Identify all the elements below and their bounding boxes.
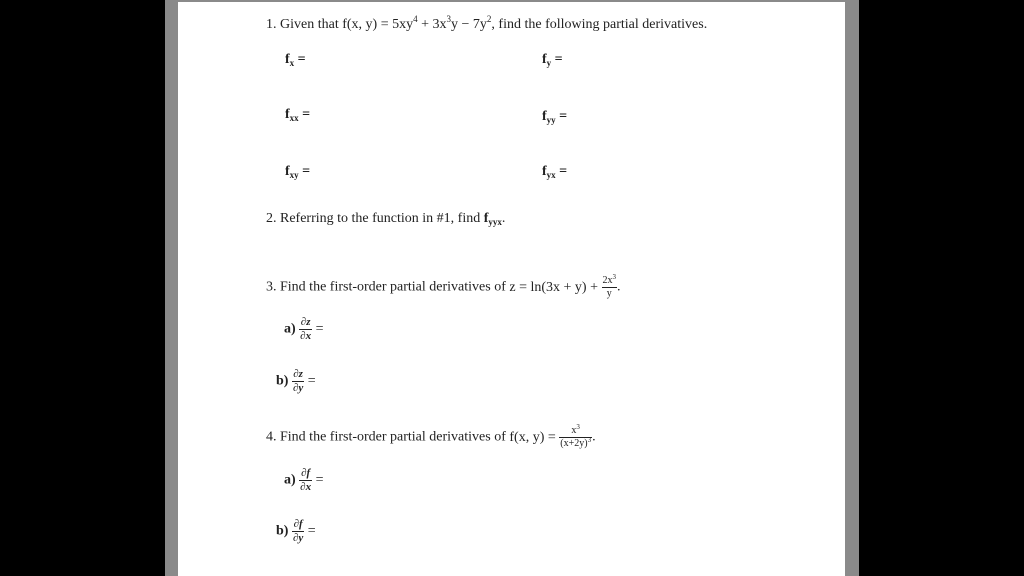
- question-3-expression: z = ln(3x + y) + $\frac{2x^3}{y}$: [509, 273, 616, 299]
- label-fyx: $f_{yx}$ =: [542, 164, 568, 180]
- question-4-part-a: a) $\frac{\partial f}{\partial x}$ =: [284, 467, 324, 493]
- partial-f-y-fraction: $\frac{\partial f}{\partial y}$: [292, 518, 304, 544]
- question-3-number: 3.: [266, 279, 277, 295]
- question-3-part-b: b) $\frac{\partial z}{\partial y}$ =: [276, 368, 316, 394]
- partial-z-y-fraction: $\frac{\partial z}{\partial y}$: [292, 368, 304, 394]
- question-4-part-b: b) $\frac{\partial f}{\partial y}$ =: [276, 518, 316, 544]
- label-fxy: $f_{xy}$ =: [285, 164, 311, 180]
- label-fxx: $f_{xx}$ =: [285, 107, 311, 123]
- question-4-text: Find the first-order partial derivatives of: [280, 429, 510, 445]
- question-4-number: 4.: [266, 429, 277, 445]
- question-2-statement: 2. Referring to the function in #1, find $f_{yyx}$.: [266, 211, 506, 227]
- label-fyy: $f_{yy}$ =: [542, 109, 568, 125]
- partial-f-x-fraction: $\frac{\partial f}{\partial x}$: [300, 467, 312, 493]
- question-1-tail: , find the following partial derivatives.: [491, 17, 708, 32]
- question-2-text: Referring to the function in #1, find: [280, 211, 484, 226]
- label-fy: $f_y$ =: [542, 52, 563, 68]
- question-4-expression: f(x, y) = $\frac{x^3}{(x+2y)^3}$: [509, 423, 592, 449]
- question-1-text: Given that: [280, 17, 339, 32]
- question-1-number: 1.: [266, 17, 277, 32]
- question-4-fraction: $\frac{x^3}{(x+2y)^3}$: [560, 423, 592, 449]
- question-2-number: 2.: [266, 211, 277, 226]
- question-2-target: $f_{yyx}$: [483, 211, 502, 227]
- question-4-statement: 4. Find the first-order partial derivatives of f(x, y) = $\frac{x^3}{(x+2y)^3}$ .: [266, 423, 596, 449]
- partial-z-x-fraction: $\frac{\partial z}{\partial x}$: [300, 316, 312, 342]
- question-1-statement: [266, 14, 708, 33]
- question-3-statement: 3. Find the first-order partial derivatives of z = ln(3x + y) + $\frac{2x^3}{y}$ .: [266, 273, 621, 299]
- question-3-part-a: a) $\frac{\partial z}{\partial x}$ =: [284, 316, 324, 342]
- label-fx: $f_x$ =: [285, 52, 306, 68]
- question-1-function: f(x, $y) = 5xy^4 + 3x^3y - 7y^2$: [342, 14, 492, 32]
- question-3-fraction: $\frac{2x^3}{y}$: [602, 273, 616, 299]
- question-3-text: Find the first-order partial derivatives of: [280, 279, 510, 295]
